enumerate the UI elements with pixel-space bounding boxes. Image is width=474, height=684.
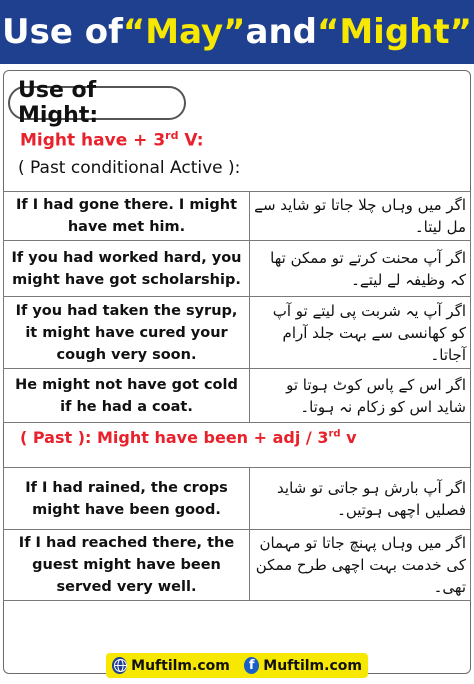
facebook-link[interactable]: Muftilm.com — [263, 657, 362, 674]
table-row — [4, 241, 471, 297]
examples-table-2 — [3, 467, 471, 601]
urdu-translation: اگر میں وہاں چلا جاتا تو شاید سے مل لیتا۔ — [250, 192, 471, 241]
english-sentence: If you had worked hard, you might have got scholarship. — [4, 241, 250, 297]
globe-icon — [112, 657, 127, 674]
urdu-translation: اگر آپ بارش ہو جاتی تو شاید فصلیں اچھی ہوتیں۔ — [250, 468, 471, 530]
urdu-translation: اگر میں وہاں پہنچ جاتا تو مہمان کی خدمت بہت اچھی طرح ممکن تھی۔ — [250, 530, 471, 601]
footer-links — [106, 653, 368, 678]
urdu-translation: اگر آپ یہ شربت پی لیتے تو آپ کو کھانسی سے بہت جلد آرام آجاتا۔ — [250, 297, 471, 369]
structure2-suffix: v — [340, 428, 357, 447]
examples-table-1 — [3, 191, 471, 423]
section-heading: Use of Might: — [8, 86, 186, 120]
english-sentence: If I had rained, the crops might have been good. — [4, 468, 250, 530]
structure-sup: rd — [165, 129, 179, 142]
table-row — [4, 468, 471, 530]
urdu-translation: اگر آپ محنت کرتے تو ممکن تھا کہ وظیفہ لے لیتے۔ — [250, 241, 471, 297]
table-row — [4, 297, 471, 369]
structure-formula — [20, 129, 204, 151]
title-banner — [0, 0, 474, 64]
structure2-prefix: ( Past ): Might have been + adj / 3 — [20, 428, 329, 447]
english-sentence: If I had reached there, the guest might have been served very well. — [4, 530, 250, 601]
website-link[interactable]: Muftilm.com — [131, 657, 230, 674]
title-part-1: Use of — [2, 12, 123, 52]
structure2-sup: rd — [328, 428, 341, 440]
title-might: “Might” — [317, 12, 472, 52]
english-sentence: If you had taken the syrup, it might have cured your cough very soon. — [4, 297, 250, 369]
title-part-3: and — [245, 12, 317, 52]
english-sentence: If I had gone there. I might have met him. — [4, 192, 250, 241]
structure-formula-2 — [20, 428, 357, 447]
structure-suffix: V: — [178, 130, 204, 151]
english-sentence: He might not have got cold if he had a coat. — [4, 369, 250, 423]
table-row — [4, 530, 471, 601]
table-row — [4, 369, 471, 423]
facebook-icon: f — [244, 657, 259, 674]
structure-subtitle: ( Past conditional Active ): — [18, 158, 241, 178]
urdu-translation: اگر اس کے پاس کوٹ ہوتا تو شاید اس کو زکام نہ ہوتا۔ — [250, 369, 471, 423]
title-may: “May” — [122, 12, 246, 52]
structure-prefix: Might have + 3 — [20, 130, 166, 151]
table-row — [4, 192, 471, 241]
